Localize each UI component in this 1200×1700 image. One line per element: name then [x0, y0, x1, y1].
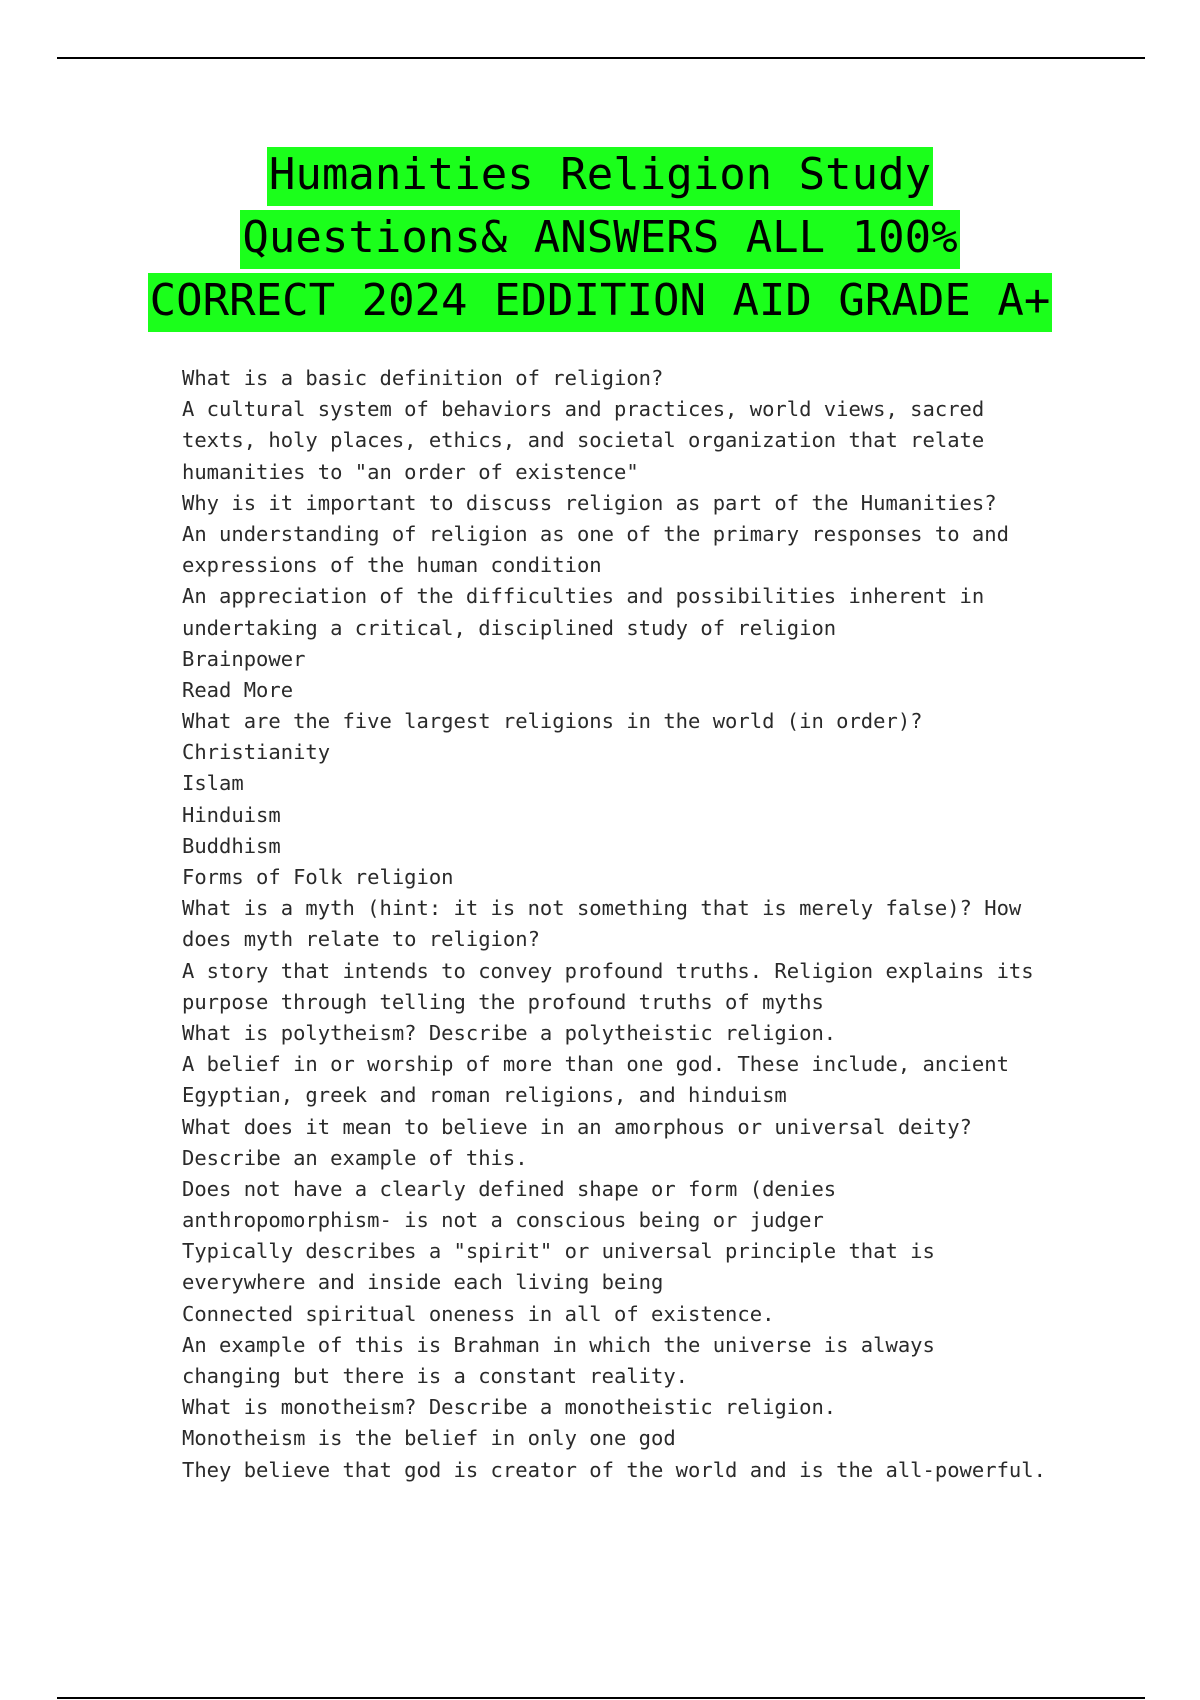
body-line: expressions of the human condition: [182, 553, 602, 578]
body-line: Brainpower: [182, 646, 306, 671]
body-line: Monotheism is the belief in only one god: [182, 1426, 676, 1451]
body-line: What are the five largest religions in the world (in order)?: [182, 709, 923, 734]
body-line: anthropomorphism- is not a conscious being or judger: [182, 1208, 824, 1233]
body-line: What is monotheism? Describe a monotheistic religion.: [182, 1395, 837, 1420]
body-line: Christianity: [182, 740, 331, 765]
title-line-3: CORRECT 2024 EDDITION AID GRADE A+: [148, 273, 1053, 332]
body-line: They believe that god is creator of the world and is the all-powerful.: [182, 1457, 1046, 1482]
body-line: Hinduism: [182, 802, 281, 827]
body-line: humanities to "an order of existence": [182, 459, 639, 484]
body-line: everywhere and inside each living being: [182, 1270, 664, 1295]
body-line: Islam: [182, 771, 244, 796]
document-title: [100, 143, 1100, 332]
body-line: An example of this is Brahman in which the universe is always: [182, 1332, 935, 1357]
body-line: A belief in or worship of more than one god. These include, ancient: [182, 1052, 1009, 1077]
top-rule: [57, 57, 1145, 59]
body-line: Connected spiritual oneness in all of existence.: [182, 1301, 775, 1326]
body-line: Forms of Folk religion: [182, 865, 454, 889]
body-line: Buddhism: [182, 833, 281, 858]
title-line-2: Questions& ANSWERS ALL 100%: [240, 210, 959, 269]
bottom-rule: [57, 1697, 1145, 1699]
body-line: Typically describes a "spirit" or universal principle that is: [182, 1239, 935, 1264]
body-line: What is polytheism? Describe a polytheistic religion.: [182, 1020, 837, 1045]
body-line: Read More: [182, 677, 294, 702]
body-line: Does not have a clearly defined shape or form (denies: [182, 1176, 837, 1201]
body-line: What is a basic definition of religion?: [182, 366, 664, 390]
body-line: changing but there is a constant reality.: [182, 1364, 689, 1388]
document-body: [182, 363, 1062, 1486]
body-line: undertaking a critical, disciplined study of religion: [182, 615, 837, 640]
body-line: An appreciation of the difficulties and possibilities inherent in: [182, 584, 985, 609]
body-line: What does it mean to believe in an amorphous or universal deity?: [182, 1114, 972, 1139]
title-line-1: Humanities Religion Study: [267, 147, 933, 206]
body-line: Egyptian, greek and roman religions, and hinduism: [182, 1083, 787, 1108]
body-line: A cultural system of behaviors and practices, world views, sacred: [182, 397, 985, 422]
body-line: Why is it important to discuss religion as part of the Humanities?: [182, 490, 997, 515]
body-line: A story that intends to convey profound truths. Religion explains its: [182, 958, 1034, 983]
body-line: Describe an example of this.: [182, 1145, 528, 1170]
body-line: does myth relate to religion?: [182, 927, 540, 952]
body-line: What is a myth (hint: it is not something that is merely false)? How: [182, 896, 1022, 921]
body-line: texts, holy places, ethics, and societal organization that relate: [182, 428, 985, 453]
body-line: purpose through telling the profound truths of myths: [182, 989, 824, 1014]
body-line: An understanding of religion as one of the primary responses to and: [182, 521, 1009, 546]
